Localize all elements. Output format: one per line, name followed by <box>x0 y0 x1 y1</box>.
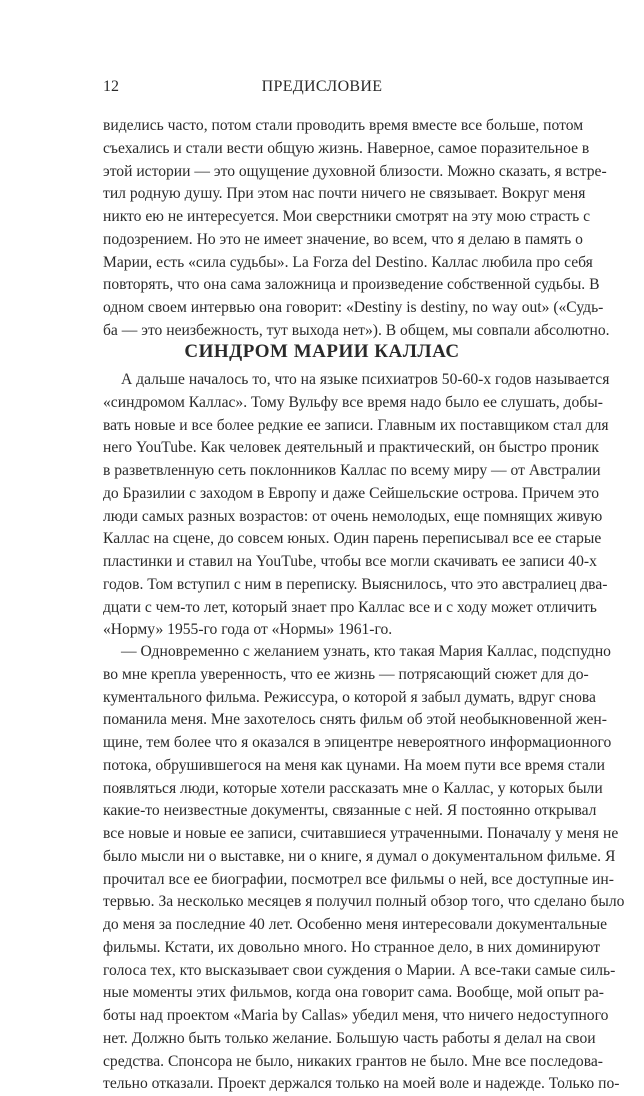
text-line: нет. Должно быть только желание. Большую часть работы я делал на свои <box>103 1029 596 1047</box>
text-line: «Норму» 1955-го года от «Нормы» 1961-го. <box>103 621 393 639</box>
text-line: подозрением. Но это не имеет значение, во всем, что я делаю в память о <box>103 230 583 248</box>
text-line: в разветвленную сеть поклонников Каллас по всему миру — от Австралии <box>103 462 601 479</box>
section-heading: СИНДРОМ МАРИИ КАЛЛАС <box>184 341 460 362</box>
text-line: щине, тем более что я оказался в эпицентре невероятного информационного <box>103 734 612 751</box>
text-line: А дальше началось то, что на языке психиатров 50-60-х годов называется <box>121 371 610 388</box>
text-line: ные моменты этих фильмов, когда она говорит сама. Вообще, мой опыт ра- <box>103 984 604 1002</box>
running-title: ПРЕДИСЛОВИЕ <box>261 78 383 95</box>
text-line: тельно отказали. Проект держался только на моей воле и надежде. Только по- <box>103 1075 620 1093</box>
text-line: потока, обрушившегося на меня как цунами. На моем пути все время стали <box>103 756 606 774</box>
text-line: кументального фильма. Режиссура, о которой я забыл думать, вдруг снова <box>103 688 596 706</box>
text-line: до Бразилии с заходом в Европу и даже Сейшельские острова. Причем это <box>103 484 600 502</box>
text-line: во мне крепла уверенность, что ее жизнь — потрясающий сюжет для до- <box>103 665 589 683</box>
text-line: средства. Спонсора не было, никаких грантов не было. Мне все последова- <box>103 1052 603 1070</box>
text-line: Марии, есть «сила судьбы». La Forza del Destino. Каллас любила про себя <box>103 253 593 271</box>
text-line: годов. Том вступил с ним в переписку. Выяснилось, что это австралиец два- <box>103 575 608 593</box>
text-line: какие-то неизвестные документы, связанные с ней. Я постоянно открывал <box>103 802 597 820</box>
text-line: было мысли ни о выставке, ни о книге, я думал о документальном фильме. Я <box>103 847 616 865</box>
paragraph-2 <box>103 369 610 642</box>
text-line: «синдромом Каллас». Тому Вульфу все время надо было ее слушать, добы- <box>103 393 603 411</box>
text-line: виделись часто, потом стали проводить время вместе все больше, потом <box>103 117 584 134</box>
paragraph-3 <box>103 641 625 1096</box>
text-line: этой истории — это ощущение духовной близости. Можно сказать, я встре- <box>103 162 607 180</box>
text-line: люди самых разных возрастов: от очень немолодых, еще помнящих живую <box>103 507 603 525</box>
text-line: пластинки и ставил на YouTube, чтобы все могли скачивать ее записи 40-х <box>103 553 597 570</box>
page-number: 12 <box>103 78 119 95</box>
text-line: поманила меня. Мне захотелось снять фильм об этой необыкновенной жен- <box>103 711 607 729</box>
text-line: вать новые и все более редкие ее записи. Главным их поставщиком стал для <box>103 416 609 434</box>
text-line: дцати с чем-то лет, который знает про Каллас все и с ходу может отличить <box>103 598 597 616</box>
text-line: — Одновременно с желанием узнать, кто такая Мария Каллас, подспудно <box>121 643 611 660</box>
text-line: прочитал все ее биографии, посмотрел все фильмы о ней, все доступные ин- <box>103 870 614 888</box>
text-line: повторять, что она сама заложница и произведение собственной судьбы. В <box>103 276 600 294</box>
text-line: боты над проектом «Maria by Callas» убедил меня, что ничего недоступного <box>103 1007 609 1024</box>
text-line: ба — это неизбежность, тут выхода нет»). В общем, мы совпали абсолютно. <box>103 321 610 339</box>
text-line: него YouTube. Как человек деятельный и практический, он быстро проник <box>103 439 599 457</box>
text-line: голоса тех, кто высказывает свои суждения о Марии. А все-таки самые силь- <box>103 961 616 979</box>
text-line: Каллас на сцене, до совсем юных. Один парень переписывал все ее старые <box>103 530 602 548</box>
text-line: тервью. За несколько месяцев я получил полный обзор того, что сделано было <box>103 893 625 911</box>
text-line: появляться люди, которые хотели рассказать мне о Каллас, у которых были <box>103 779 603 797</box>
text-line: никто ею не интересуется. Мои сверстники смотрят на эту мою страсть с <box>103 208 591 225</box>
paragraph-1 <box>103 115 610 343</box>
text-line: все новые и новые ее записи, считавшиеся утраченными. Поначалу у меня не <box>103 825 619 842</box>
text-line: до меня за последние 40 лет. Особенно меня интересовали документальные <box>103 916 608 933</box>
text-line: съехались и стали вести общую жизнь. Наверное, самое поразительное в <box>103 139 590 157</box>
text-line: одном своем интервью она говорит: «Destiny is destiny, no way out» («Судь- <box>103 299 604 316</box>
text-line: фильмы. Кстати, их довольно много. Но странное дело, в них доминируют <box>103 938 601 956</box>
text-line: тил родную душу. При этом нас почти ничего не связывает. Вокруг меня <box>103 185 586 203</box>
